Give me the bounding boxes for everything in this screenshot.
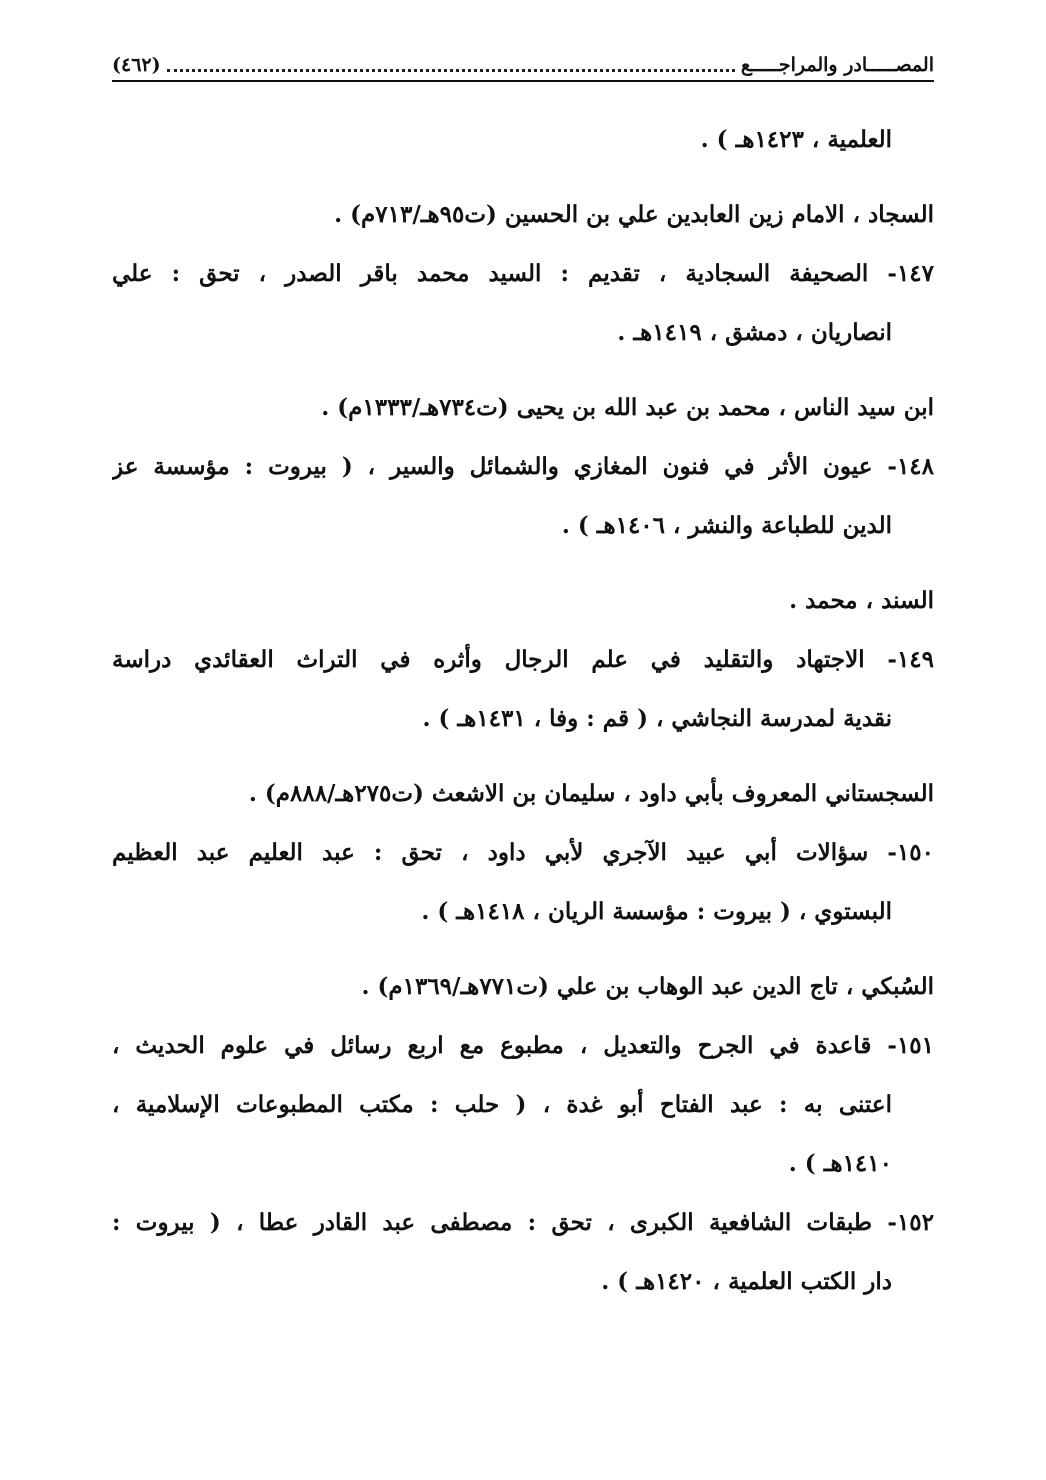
entry-continuation: ١٤١٠هـ ) . xyxy=(788,1150,892,1177)
entry-continuation: البستوي ، ( بيروت : مؤسسة الريان ، ١٤١٨هـ ) . xyxy=(421,898,892,925)
entry-continuation: الدين للطباعة والنشر ، ١٤٠٦هـ ) . xyxy=(561,512,892,539)
reference-entry-151 xyxy=(112,1016,934,1193)
reference-entry-149 xyxy=(112,630,934,748)
header-rule xyxy=(112,80,934,82)
entry-line: ١٥٠- سؤالات أبي عبيد الآجري لأبي داود ، تحق : عبد العليم عبد العظيم xyxy=(112,839,934,866)
bibliography-list xyxy=(112,110,934,1311)
continuation-line: العلمية ، ١٤٢٣هـ ) . xyxy=(700,126,892,153)
running-header xyxy=(112,42,934,76)
header-title: المصـــــادر والمراجـــــع xyxy=(740,54,934,76)
author-line: السجستاني المعروف بأبي داود ، سليمان بن الاشعث (ت٢٧٥هـ/٨٨٨م) . xyxy=(248,780,934,807)
reference-entry-148 xyxy=(112,437,934,555)
reference-entry-152 xyxy=(112,1193,934,1311)
entry-line: ١٥٢- طبقات الشافعية الكبرى ، تحق : مصطفى عبد القادر عطا ، ( بيروت : xyxy=(112,1209,934,1236)
entry-line: ١٤٨- عيون الأثر في فنون المغازي والشمائل والسير ، ( بيروت : مؤسسة عز xyxy=(112,453,934,480)
entry-line: ١٥١- قاعدة في الجرح والتعديل ، مطبوع مع اربع رسائل في علوم الحديث ، xyxy=(112,1032,934,1059)
author-line: السُبكي ، تاج الدين عبد الوهاب بن علي (ت٧٧١هـ/١٣٦٩م) . xyxy=(361,973,934,1000)
entry-continuation: اعتنى به : عبد الفتاح أبو غدة ، ( حلب : مكتب المطبوعات الإسلامية ، xyxy=(112,1091,892,1118)
entry-continuation: نقدية لمدرسة النجاشي ، ( قم : وفا ، ١٤٣١هـ ) . xyxy=(422,705,892,732)
reference-entry-150 xyxy=(112,823,934,941)
author-line: السجاد ، الامام زين العابدين علي بن الحسين (ت٩٥هـ/٧١٣م) . xyxy=(334,201,934,228)
entry-line: ١٤٧- الصحيفة السجادية ، تقديم : السيد محمد باقر الصدر ، تحق : علي xyxy=(112,260,934,287)
page-number: (٤٦٢) xyxy=(112,54,161,76)
entry-continuation: دار الكتب العلمية ، ١٤٢٠هـ ) . xyxy=(601,1268,892,1295)
author-line: ابن سيد الناس ، محمد بن عبد الله بن يحيى (ت٧٣٤هـ/١٣٣٣م) . xyxy=(321,394,934,421)
header-leader-dots xyxy=(167,68,735,72)
entry-line: ١٤٩- الاجتهاد والتقليد في علم الرجال وأثره في التراث العقائدي دراسة xyxy=(112,646,934,673)
author-line: السند ، محمد . xyxy=(789,587,934,614)
entry-continuation: انصاريان ، دمشق ، ١٤١٩هـ . xyxy=(617,319,892,346)
reference-entry-147 xyxy=(112,244,934,362)
